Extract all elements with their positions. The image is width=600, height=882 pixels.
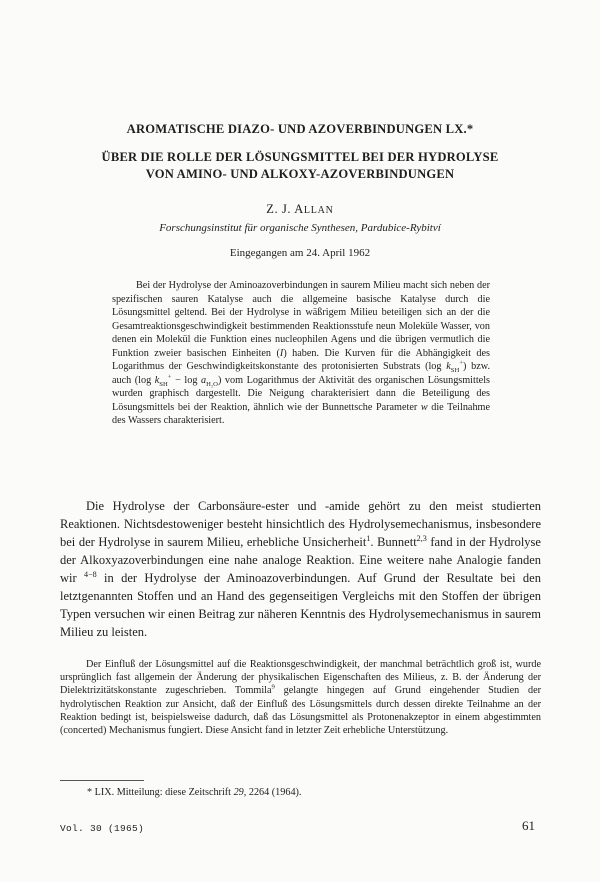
body-paragraph-1 <box>60 497 541 641</box>
footnote-volume: 29 <box>233 787 244 798</box>
title-line-3: VON AMINO- UND ALKOXY-AZOVERBINDUNGEN <box>145 167 455 181</box>
title-line-2: ÜBER DIE ROLLE DER LÖSUNGSMITTEL BEI DER HYDROLYSE <box>101 150 499 164</box>
body-text: Die Hydrolyse der Carbonsäure-ester und -amide gehört zu den meist studierten Reaktionen. Nichtsdestoweniger besteht hinsichtlich des Hydrolysemechanismus, insbesondere bei der Hydrolyse in saurem Milieu, erhebliche Unsicherheit <box>60 499 541 550</box>
body-text: Der Einfluß der Lösungsmittel auf die Reaktionsgeschwindigkeit, der manchmal beträchtlich groß ist, wurde ursprünglich fast allgemein der Änderung der physikalischen Eigenschaften des Milieus, z. B. der Änderung der Dielektrizitätskonstante zugeschrieben. Tommila <box>60 659 541 697</box>
abstract-symbol: I <box>279 347 284 359</box>
abstract-symbol: w <box>420 401 428 413</box>
citation-ref: 9 <box>271 684 275 692</box>
author-surname-smallcaps: LLAN <box>303 205 334 216</box>
footnote-text: , 2264 (1964). <box>243 787 302 798</box>
author-name <box>0 202 600 217</box>
body-text: gelangte hingegen auf Grund eingehender Studien der hydrolytischen Reaktion zur Ansicht, daß der Einfluß des Lösungsmittels durch dessen direkte Teilnahme an der Reaktion bedingt ist, beispielsweise dadurch, daß das Lösungsmittel als Protonenakzeptor in einem abgestimmten (concerted) Mechanismus fungiert. Diese Ansicht fand in letzter Zeit erhebliche Unterstützung. <box>60 685 541 737</box>
title-line-1: AROMATISCHE DIAZO- UND AZOVERBINDUNGEN LX.* <box>126 122 474 136</box>
footnote <box>87 787 301 798</box>
body-text: in der Hydrolyse der Aminoazoverbindungen. Auf Grund der Resultate bei den letztgenannten Stoffen und an Hand des gegenseitigen Vergleichs mit den Stoffen der übrigen Typen versuchen wir einen Beitrag zur näheren Kenntnis des Hydrolysemechanismus in saurem Milieu zu leisten. <box>60 571 541 640</box>
abstract-symbol: k <box>154 374 160 386</box>
abstract-symbol: k <box>446 361 451 373</box>
abstract-text: die Teilnahme des Wassers charakterisiert. <box>112 401 490 427</box>
abstract-text: Bei der Hydrolyse der Aminoazoverbindungen in saurem Milieu macht sich neben der spezifischen sauren Katalyse auch die allgemeine basische Katalyse durch die Lösungsmittel geltend. Bei der Hydrolyse in wäßrigem Milieu beteiligen sich an der die Gesamtreaktionsgeschwindigkeit bestimmenden Reaktionsstufe neun Moleküle Wasser, von denen ein Molekül die Funktion eines nucleophilen Agens und die übrigen vermutlich die Funktion zweier basischen Einheiten ( <box>112 280 490 359</box>
footnote-text: * LIX. Mitteilung: diese Zeitschrift <box>87 787 234 798</box>
citation-ref: 2,3 <box>416 533 427 543</box>
journal-volume: Vol. 30 (1965) <box>60 823 145 834</box>
abstract-superscript: + <box>167 373 172 381</box>
abstract-subscript: SH <box>159 380 168 388</box>
body-paragraph-2 <box>60 658 541 737</box>
abstract-text: ) vom Logarithmus der Aktivität des organischen Lösungsmittels wurden graphisch dargestellt. Die Neigung charakterisiert dann die Beteiligung des Lösungsmittels bei der Reaktion, ähnlich wie der Bunnettsche Parameter <box>112 374 490 413</box>
abstract-subscript: H₂O <box>206 380 218 388</box>
abstract-symbol: a <box>200 374 207 386</box>
abstract-text: ) haben. Die Kurven für die Abhängigkeit des Logarithmus der Geschwindigkeitskonstante des protonisierten Substrats (log <box>112 347 490 373</box>
abstract <box>112 279 490 428</box>
body-text: . Bunnett <box>370 535 417 550</box>
abstract-text: − log <box>171 374 201 386</box>
page-number: 61 <box>522 818 535 833</box>
footnote-rule <box>60 780 144 781</box>
body-text: fand in der Hydrolyse der Alkoxyazoverbindungen eine nahe analoge Reaktion. Eine weitere nahe Analogie fanden wir <box>60 535 541 586</box>
abstract-text: ) bzw. auch (log <box>112 361 491 386</box>
author-initials: Z. J. A <box>266 202 304 216</box>
citation-ref: 1 <box>366 533 371 543</box>
citation-ref: 4−8 <box>84 570 97 580</box>
abstract-superscript: + <box>459 359 464 367</box>
received-date: Eingegangen am 24. April 1962 <box>229 247 371 259</box>
abstract-subscript: SH <box>450 367 460 375</box>
author-institute: Forschungsinstitut für organische Synthesen, Pardubice-Rybitví <box>159 222 441 234</box>
